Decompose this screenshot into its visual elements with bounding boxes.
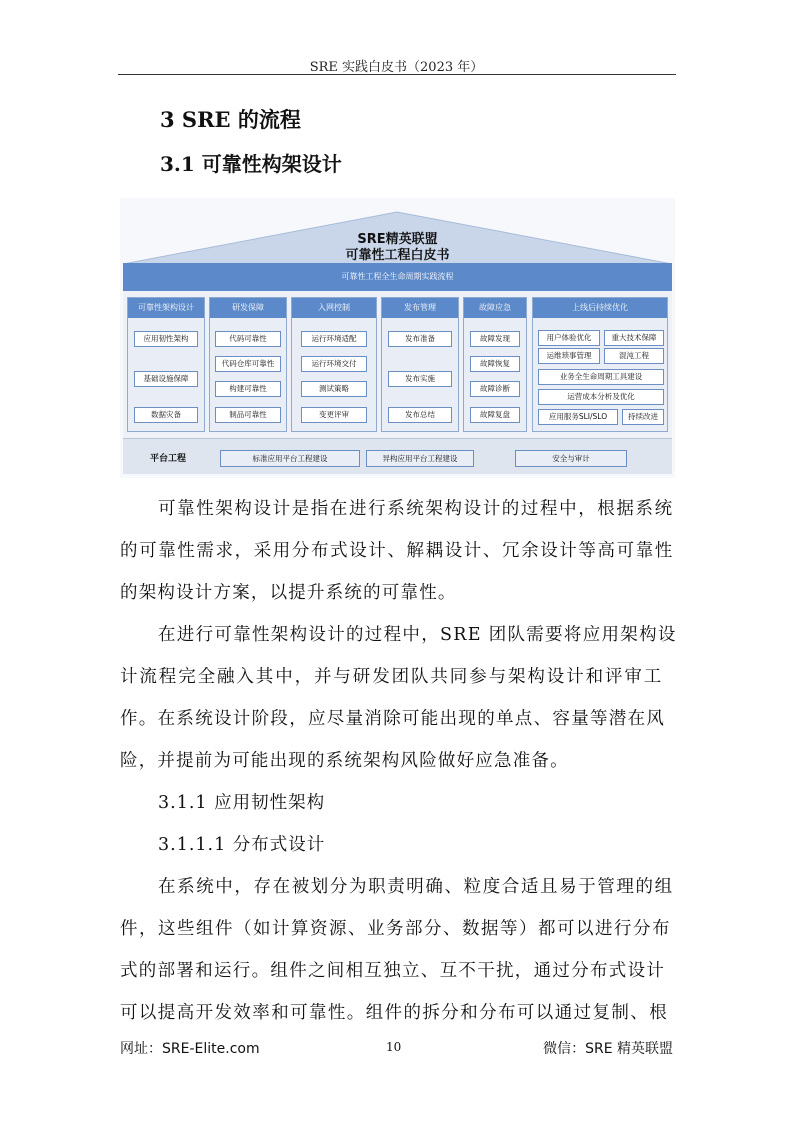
column-dev <box>209 297 287 432</box>
column-item: 运行环境适配 <box>301 331 367 347</box>
column-admission <box>291 297 377 432</box>
column-item: 故障发现 <box>470 331 520 347</box>
paragraph-line: 的可靠性需求，采用分布式设计、解耦设计、冗余设计等高可靠性 <box>120 541 674 561</box>
subsection-heading: 3.1.1 应用韧性架构 <box>158 793 326 813</box>
platform-item: 异构应用平台工程建设 <box>366 450 474 467</box>
section-heading: 3.1 可靠性构架设计 <box>160 152 342 176</box>
paragraph-line: 可靠性架构设计是指在进行系统架构设计的过程中，根据系统 <box>158 499 674 519</box>
platform-label: 平台工程 <box>150 454 187 464</box>
column-item: 运营成本分析及优化 <box>538 389 664 405</box>
column-item: 构建可靠性 <box>215 381 281 397</box>
column-item: 基础设施保障 <box>134 371 198 387</box>
chapter-heading: 3 SRE 的流程 <box>160 107 301 132</box>
column-title: 入网控制 <box>292 298 376 318</box>
column-item: 运行环境交付 <box>301 356 367 372</box>
column-item: 故障恢复 <box>470 356 520 372</box>
running-header: SRE 实践白皮书（2023 年） <box>309 60 484 75</box>
column-item: 应用服务SLI/SLO <box>538 409 618 425</box>
column-item: 运维琐事管理 <box>538 348 600 364</box>
column-item: 制品可靠性 <box>215 407 281 423</box>
platform-item: 安全与审计 <box>515 450 627 467</box>
column-item: 故障诊断 <box>470 381 520 397</box>
page-number: 10 <box>386 1040 402 1054</box>
paragraph-line: 的架构设计方案，以提升系统的可靠性。 <box>120 583 457 603</box>
footer-website: 网址：SRE-Elite.com <box>120 1041 260 1057</box>
footer-wechat: 微信：SRE 精英联盟 <box>543 1041 673 1057</box>
paragraph-line: 件，这些组件（如计算资源、业务部分、数据等）都可以进行分布 <box>120 919 671 939</box>
paragraph-line: 计流程完全融入其中，并与研发团队共同参与架构设计和评审工 <box>120 667 664 687</box>
column-optimization <box>532 297 668 432</box>
diagram-title-line2: 可靠性工程白皮书 <box>345 248 450 263</box>
column-item: 发布实施 <box>388 371 452 387</box>
column-item: 故障复盘 <box>470 407 520 423</box>
column-title: 上线后持续优化 <box>533 298 667 318</box>
column-incident <box>463 297 527 432</box>
column-title: 研发保障 <box>210 298 286 318</box>
lifecycle-band-label: 可靠性工程全生命周期实践流程 <box>341 272 454 281</box>
paragraph-line: 在进行可靠性架构设计的过程中，SRE 团队需要将应用架构设 <box>158 625 677 645</box>
column-title: 发布管理 <box>382 298 458 318</box>
column-item: 变更评审 <box>301 407 367 423</box>
column-item: 持续改进 <box>622 409 664 425</box>
diagram-title-line1: SRE精英联盟 <box>357 232 438 247</box>
column-item: 应用韧性架构 <box>134 331 198 347</box>
column-item: 数据灾备 <box>134 407 198 423</box>
column-item: 混沌工程 <box>604 348 664 364</box>
paragraph-line: 在系统中，存在被划分为职责明确、粒度合适且易于管理的组 <box>158 877 674 897</box>
column-item: 测试策略 <box>301 381 367 397</box>
column-item: 发布准备 <box>388 331 452 347</box>
column-item: 业务全生命周期工具建设 <box>538 369 664 385</box>
paragraph-line: 作。在系统设计阶段，应尽量消除可能出现的单点、容量等潜在风 <box>120 709 666 729</box>
platform-item: 标准应用平台工程建设 <box>220 450 360 467</box>
column-item: 用户体验优化 <box>538 330 600 346</box>
column-item: 代码可靠性 <box>215 331 281 347</box>
header-rule <box>118 74 676 75</box>
paragraph-line: 险，并提前为可能出现的系统架构风险做好应急准备。 <box>120 751 569 771</box>
column-title: 可靠性架构设计 <box>128 298 204 318</box>
column-item: 发布总结 <box>388 407 452 423</box>
column-release <box>381 297 459 432</box>
subsubsection-heading: 3.1.1.1 分布式设计 <box>158 835 326 855</box>
column-title: 故障应急 <box>464 298 526 318</box>
column-architecture <box>127 297 205 432</box>
column-item: 重大技术保障 <box>604 330 664 346</box>
paragraph-line: 式的部署和运行。组件之间相互独立、互不干扰，通过分布式设计 <box>120 961 666 981</box>
paragraph-line: 可以提高开发效率和可靠性。组件的拆分和分布可以通过复制、根 <box>120 1003 669 1023</box>
column-item: 代码仓库可靠性 <box>215 356 281 372</box>
